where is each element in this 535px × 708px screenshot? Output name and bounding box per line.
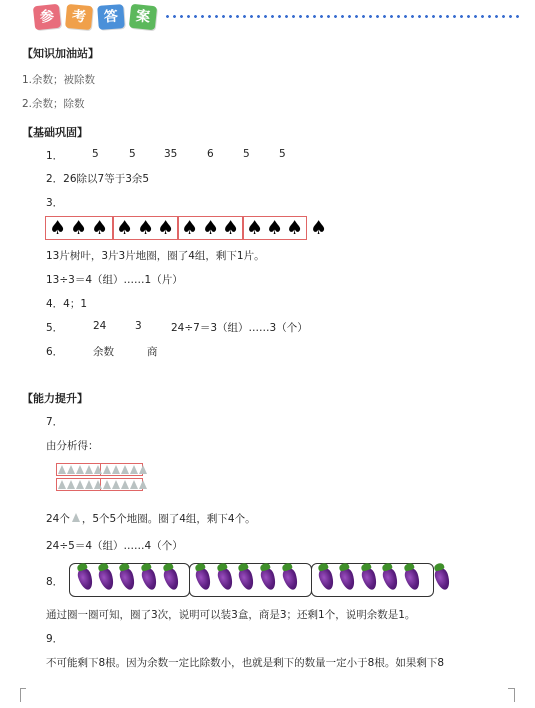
spade-icon: ♠ [310, 217, 328, 239]
triangle-icon [103, 465, 111, 474]
triangle-icon [121, 465, 129, 474]
spade-icon: ♠ [70, 217, 88, 239]
q6-answer-2: 商 [147, 346, 158, 358]
spade-icon: ♠ [246, 217, 264, 239]
banner-char-4: 案 [129, 4, 157, 31]
triangle-icon [85, 465, 93, 474]
page-corner-mark [20, 688, 26, 703]
triangle-icon [130, 465, 138, 474]
spade-icon: ♠ [116, 217, 134, 239]
triangle-icon [139, 465, 147, 474]
q1-answer-5: 5 [243, 148, 250, 160]
q6-number: 6． [46, 346, 64, 358]
q1-answer-1: 5 [92, 148, 99, 160]
page-corner-mark [514, 688, 529, 702]
triangle-icon [94, 480, 102, 489]
q6-answer-1: 余数 [93, 346, 114, 358]
spade-icon: ♠ [181, 217, 199, 239]
triangle-icon [85, 480, 93, 489]
page-corner-mark [6, 688, 21, 702]
banner-char-1: 参 [33, 4, 61, 31]
spade-icon: ♠ [202, 217, 220, 239]
knowledge-item-2: 2.余数；除数 [22, 98, 85, 110]
banner-char-3: 答 [97, 4, 125, 30]
spade-icon: ♠ [266, 217, 284, 239]
q3-number: 3． [46, 197, 64, 209]
banner-char-2: 考 [65, 4, 93, 30]
q7-equation: 24÷5＝4（组）……4（个） [46, 540, 183, 552]
triangle-icon [103, 480, 111, 489]
triangle-icon [139, 480, 147, 489]
spade-icon: ♠ [222, 217, 240, 239]
spade-icon: ♠ [157, 217, 175, 239]
q9-number: 9． [46, 633, 64, 645]
triangle-icon [76, 465, 84, 474]
triangle-icon [112, 480, 120, 489]
q3-equation: 13÷3＝4（组）……1（片） [46, 274, 183, 286]
section-heading-basic: 【基础巩固】 [22, 126, 88, 139]
triangle-icon [58, 480, 66, 489]
triangle-icon [130, 480, 138, 489]
q1-answer-4: 6 [207, 148, 214, 160]
triangle-icon [67, 465, 75, 474]
q2-answer: 2．26除以7等于3余5 [46, 173, 150, 185]
q1-answer-3: 35 [164, 148, 178, 160]
dotted-divider [164, 15, 519, 18]
q1-answer-6: 5 [279, 148, 286, 160]
spade-icon: ♠ [91, 217, 109, 239]
q1-number: 1． [46, 150, 64, 162]
spade-icon: ♠ [49, 217, 67, 239]
triangle-icon [121, 480, 129, 489]
spade-icon: ♠ [137, 217, 155, 239]
q5-answer-2: 3 [135, 320, 142, 332]
triangle-icon [94, 465, 102, 474]
section-heading-ability: 【能力提升】 [22, 392, 88, 405]
q7-intro: 由分析得： [46, 440, 99, 452]
section-heading-knowledge: 【知识加油站】 [22, 47, 99, 60]
q9-explanation: 不可能剩下8根。因为余数一定比除数小，也就是剩下的数量一定小于8根。如果剩下8 [46, 657, 445, 669]
q8-explanation: 通过圈一圈可知，圈了3次，说明可以装3盒，商是3；还剩1个，说明余数是1。 [46, 609, 416, 621]
knowledge-item-1: 1.余数；被除数 [22, 74, 96, 86]
triangle-icon [112, 465, 120, 474]
q7-count: 24个 [46, 513, 70, 525]
q5-answer-3: 24÷7＝3（组）……3（个） [171, 322, 308, 334]
q4-answer: 4．4；1 [46, 298, 88, 310]
q3-explanation: 13片树叶，3片3片地圈，圈了4组，剩下1片。 [46, 250, 265, 262]
triangle-icon [67, 480, 75, 489]
spade-icon: ♠ [286, 217, 304, 239]
triangle-icon [58, 465, 66, 474]
q7-grouping: ，5个5个地圈。圈了4组，剩下4个。 [81, 513, 256, 525]
triangle-icon [76, 480, 84, 489]
eggplant-icon [433, 567, 452, 592]
q7-number: 7． [46, 416, 64, 428]
q8-number: 8． [46, 576, 64, 588]
q7-explanation [46, 511, 256, 526]
triangle-icon [72, 513, 80, 522]
q5-answer-1: 24 [93, 320, 107, 332]
q5-number: 5． [46, 322, 64, 334]
q1-answer-2: 5 [129, 148, 136, 160]
